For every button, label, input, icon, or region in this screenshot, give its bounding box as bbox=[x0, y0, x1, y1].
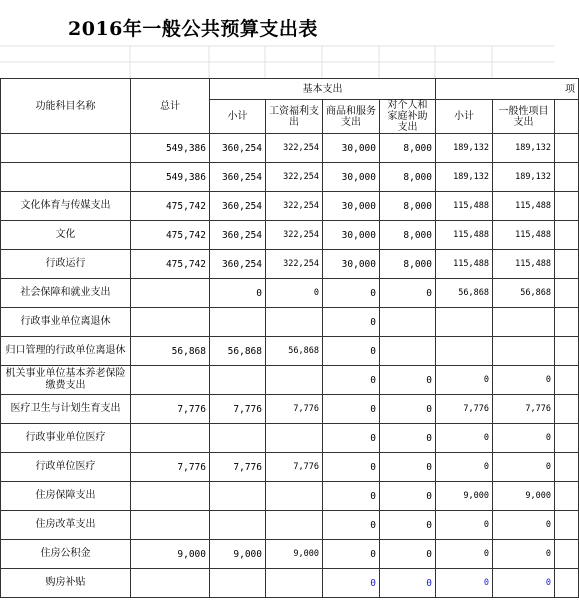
cell-total: 7,776 bbox=[131, 453, 210, 482]
cell-indiv: 8,000 bbox=[380, 250, 436, 279]
cell-b-sub bbox=[210, 569, 266, 598]
row-name: 行政单位医疗 bbox=[1, 453, 131, 482]
cell-cut bbox=[555, 250, 579, 279]
row-name: 行政事业单位医疗 bbox=[1, 424, 131, 453]
cell-cut bbox=[555, 308, 579, 337]
cell-b-sub bbox=[210, 482, 266, 511]
row-name: 行政运行 bbox=[1, 250, 131, 279]
cell-goods: 0 bbox=[323, 540, 380, 569]
cell-p-sub: 0 bbox=[436, 424, 493, 453]
cell-cut bbox=[555, 163, 579, 192]
header-name: 功能科目名称 bbox=[1, 79, 131, 134]
cell-wage bbox=[266, 308, 323, 337]
cell-wage: 322,254 bbox=[266, 221, 323, 250]
cell-p-gen bbox=[493, 308, 555, 337]
row-name: 住房公积金 bbox=[1, 540, 131, 569]
row-name: 行政事业单位离退休 bbox=[1, 308, 131, 337]
cell-goods: 0 bbox=[323, 482, 380, 511]
cell-wage bbox=[266, 511, 323, 540]
cell-wage bbox=[266, 366, 323, 395]
cell-p-gen: 0 bbox=[493, 453, 555, 482]
cell-p-sub bbox=[436, 308, 493, 337]
cell-total bbox=[131, 511, 210, 540]
header-goods: 商品和服务支出 bbox=[323, 100, 380, 134]
cell-wage: 9,000 bbox=[266, 540, 323, 569]
cell-total: 56,868 bbox=[131, 337, 210, 366]
cell-indiv: 0 bbox=[380, 424, 436, 453]
header-wage: 工资福利支出 bbox=[266, 100, 323, 134]
row-name: 住房保障支出 bbox=[1, 482, 131, 511]
cell-wage: 56,868 bbox=[266, 337, 323, 366]
cell-total bbox=[131, 482, 210, 511]
cell-total bbox=[131, 308, 210, 337]
table-body bbox=[1, 134, 579, 598]
cell-indiv: 0 bbox=[380, 366, 436, 395]
cell-total: 7,776 bbox=[131, 395, 210, 424]
row-name: 文化 bbox=[1, 221, 131, 250]
cell-goods: 0 bbox=[323, 366, 380, 395]
cell-indiv: 8,000 bbox=[380, 134, 436, 163]
cell-cut bbox=[555, 134, 579, 163]
cell-indiv: 8,000 bbox=[380, 163, 436, 192]
table-row bbox=[1, 540, 579, 569]
cell-p-gen: 7,776 bbox=[493, 395, 555, 424]
cell-cut bbox=[555, 424, 579, 453]
cell-p-sub: 9,000 bbox=[436, 482, 493, 511]
cell-indiv: 0 bbox=[380, 482, 436, 511]
cell-total: 475,742 bbox=[131, 250, 210, 279]
table-row bbox=[1, 192, 579, 221]
cell-p-sub: 0 bbox=[436, 366, 493, 395]
row-name bbox=[1, 134, 131, 163]
cell-p-gen: 189,132 bbox=[493, 163, 555, 192]
report-title: 2016年一般公共预算支出表 bbox=[68, 18, 318, 40]
row-name: 机关事业单位基本养老保险缴费支出 bbox=[1, 366, 131, 395]
cell-indiv: 0 bbox=[380, 395, 436, 424]
cell-b-sub bbox=[210, 511, 266, 540]
header-project-subtotal: 小计 bbox=[436, 100, 493, 134]
cell-p-sub: 7,776 bbox=[436, 395, 493, 424]
table-row bbox=[1, 453, 579, 482]
header-project-general: 一般性项目支出 bbox=[493, 100, 555, 134]
cell-b-sub bbox=[210, 308, 266, 337]
cell-indiv bbox=[380, 308, 436, 337]
cell-p-sub: 0 bbox=[436, 569, 493, 598]
table-row bbox=[1, 511, 579, 540]
cell-wage: 322,254 bbox=[266, 134, 323, 163]
table-row bbox=[1, 134, 579, 163]
cell-wage: 7,776 bbox=[266, 453, 323, 482]
header-project-group: 项 bbox=[436, 79, 579, 100]
cell-b-sub: 360,254 bbox=[210, 192, 266, 221]
cell-goods: 0 bbox=[323, 569, 380, 598]
cell-goods: 0 bbox=[323, 279, 380, 308]
table-row bbox=[1, 308, 579, 337]
cell-p-gen: 0 bbox=[493, 366, 555, 395]
cell-cut bbox=[555, 366, 579, 395]
cell-p-gen: 115,488 bbox=[493, 221, 555, 250]
row-name: 归口管理的行政单位离退休 bbox=[1, 337, 131, 366]
cell-indiv: 8,000 bbox=[380, 221, 436, 250]
cell-b-sub: 360,254 bbox=[210, 250, 266, 279]
cell-cut bbox=[555, 221, 579, 250]
header-individual: 对个人和家庭补助支出 bbox=[380, 100, 436, 134]
table-row bbox=[1, 424, 579, 453]
cell-b-sub: 9,000 bbox=[210, 540, 266, 569]
cell-p-sub bbox=[436, 337, 493, 366]
row-name bbox=[1, 163, 131, 192]
cell-p-sub: 115,488 bbox=[436, 221, 493, 250]
cell-goods: 30,000 bbox=[323, 221, 380, 250]
cell-cut bbox=[555, 453, 579, 482]
cell-indiv: 0 bbox=[380, 569, 436, 598]
table-row bbox=[1, 221, 579, 250]
table-row bbox=[1, 279, 579, 308]
header-basic-group: 基本支出 bbox=[210, 79, 436, 100]
cell-p-gen bbox=[493, 337, 555, 366]
cell-goods: 0 bbox=[323, 395, 380, 424]
cell-indiv: 0 bbox=[380, 540, 436, 569]
header-basic-subtotal: 小计 bbox=[210, 100, 266, 134]
cell-p-sub: 0 bbox=[436, 540, 493, 569]
cell-p-gen: 9,000 bbox=[493, 482, 555, 511]
cell-wage: 7,776 bbox=[266, 395, 323, 424]
row-name: 住房改革支出 bbox=[1, 511, 131, 540]
cell-wage bbox=[266, 569, 323, 598]
cell-b-sub: 360,254 bbox=[210, 134, 266, 163]
cell-goods: 0 bbox=[323, 453, 380, 482]
cell-cut bbox=[555, 279, 579, 308]
cell-wage: 322,254 bbox=[266, 192, 323, 221]
cell-indiv: 0 bbox=[380, 511, 436, 540]
cell-p-sub: 189,132 bbox=[436, 163, 493, 192]
cell-goods: 0 bbox=[323, 308, 380, 337]
cell-wage bbox=[266, 424, 323, 453]
cell-p-gen: 115,488 bbox=[493, 192, 555, 221]
cell-cut bbox=[555, 540, 579, 569]
header-total: 总计 bbox=[131, 79, 210, 134]
row-name: 文化体育与传媒支出 bbox=[1, 192, 131, 221]
cell-total bbox=[131, 279, 210, 308]
cell-indiv: 0 bbox=[380, 279, 436, 308]
table-row bbox=[1, 337, 579, 366]
table-row bbox=[1, 250, 579, 279]
cell-b-sub: 360,254 bbox=[210, 163, 266, 192]
cell-goods: 30,000 bbox=[323, 134, 380, 163]
cell-p-gen: 0 bbox=[493, 511, 555, 540]
cell-b-sub: 360,254 bbox=[210, 221, 266, 250]
cell-wage: 0 bbox=[266, 279, 323, 308]
table-row bbox=[1, 395, 579, 424]
cell-goods: 30,000 bbox=[323, 163, 380, 192]
cell-cut bbox=[555, 337, 579, 366]
cell-total: 475,742 bbox=[131, 192, 210, 221]
cell-p-sub: 0 bbox=[436, 511, 493, 540]
row-name: 社会保障和就业支出 bbox=[1, 279, 131, 308]
cell-p-gen: 0 bbox=[493, 569, 555, 598]
cell-b-sub: 7,776 bbox=[210, 395, 266, 424]
cell-goods: 30,000 bbox=[323, 192, 380, 221]
cell-p-sub: 56,868 bbox=[436, 279, 493, 308]
cell-p-gen: 56,868 bbox=[493, 279, 555, 308]
cell-cut bbox=[555, 395, 579, 424]
cell-wage: 322,254 bbox=[266, 250, 323, 279]
cell-p-sub: 115,488 bbox=[436, 250, 493, 279]
cell-b-sub: 0 bbox=[210, 279, 266, 308]
cell-p-sub: 189,132 bbox=[436, 134, 493, 163]
cell-p-gen: 189,132 bbox=[493, 134, 555, 163]
cell-p-sub: 115,488 bbox=[436, 192, 493, 221]
cell-goods: 0 bbox=[323, 424, 380, 453]
table-row bbox=[1, 482, 579, 511]
cell-b-sub bbox=[210, 424, 266, 453]
cell-total: 549,386 bbox=[131, 163, 210, 192]
cell-cut bbox=[555, 511, 579, 540]
cell-total: 549,386 bbox=[131, 134, 210, 163]
cell-total: 475,742 bbox=[131, 221, 210, 250]
table-row bbox=[1, 569, 579, 598]
row-name: 医疗卫生与计划生育支出 bbox=[1, 395, 131, 424]
table-row bbox=[1, 163, 579, 192]
cell-b-sub bbox=[210, 366, 266, 395]
cell-total bbox=[131, 569, 210, 598]
cell-total: 9,000 bbox=[131, 540, 210, 569]
cell-cut bbox=[555, 569, 579, 598]
cell-total bbox=[131, 424, 210, 453]
cell-p-gen: 0 bbox=[493, 424, 555, 453]
cell-indiv bbox=[380, 337, 436, 366]
cell-cut bbox=[555, 482, 579, 511]
table-row bbox=[1, 366, 579, 395]
budget-table bbox=[0, 78, 579, 598]
row-name: 购房补贴 bbox=[1, 569, 131, 598]
cell-b-sub: 56,868 bbox=[210, 337, 266, 366]
cell-p-sub: 0 bbox=[436, 453, 493, 482]
cell-b-sub: 7,776 bbox=[210, 453, 266, 482]
cell-p-gen: 115,488 bbox=[493, 250, 555, 279]
cell-total bbox=[131, 366, 210, 395]
cell-cut bbox=[555, 192, 579, 221]
cell-goods: 0 bbox=[323, 337, 380, 366]
cell-wage bbox=[266, 482, 323, 511]
cell-goods: 0 bbox=[323, 511, 380, 540]
header-cut-column bbox=[555, 100, 579, 134]
cell-wage: 322,254 bbox=[266, 163, 323, 192]
cell-indiv: 8,000 bbox=[380, 192, 436, 221]
cell-goods: 30,000 bbox=[323, 250, 380, 279]
cell-indiv: 0 bbox=[380, 453, 436, 482]
cell-p-gen: 0 bbox=[493, 540, 555, 569]
